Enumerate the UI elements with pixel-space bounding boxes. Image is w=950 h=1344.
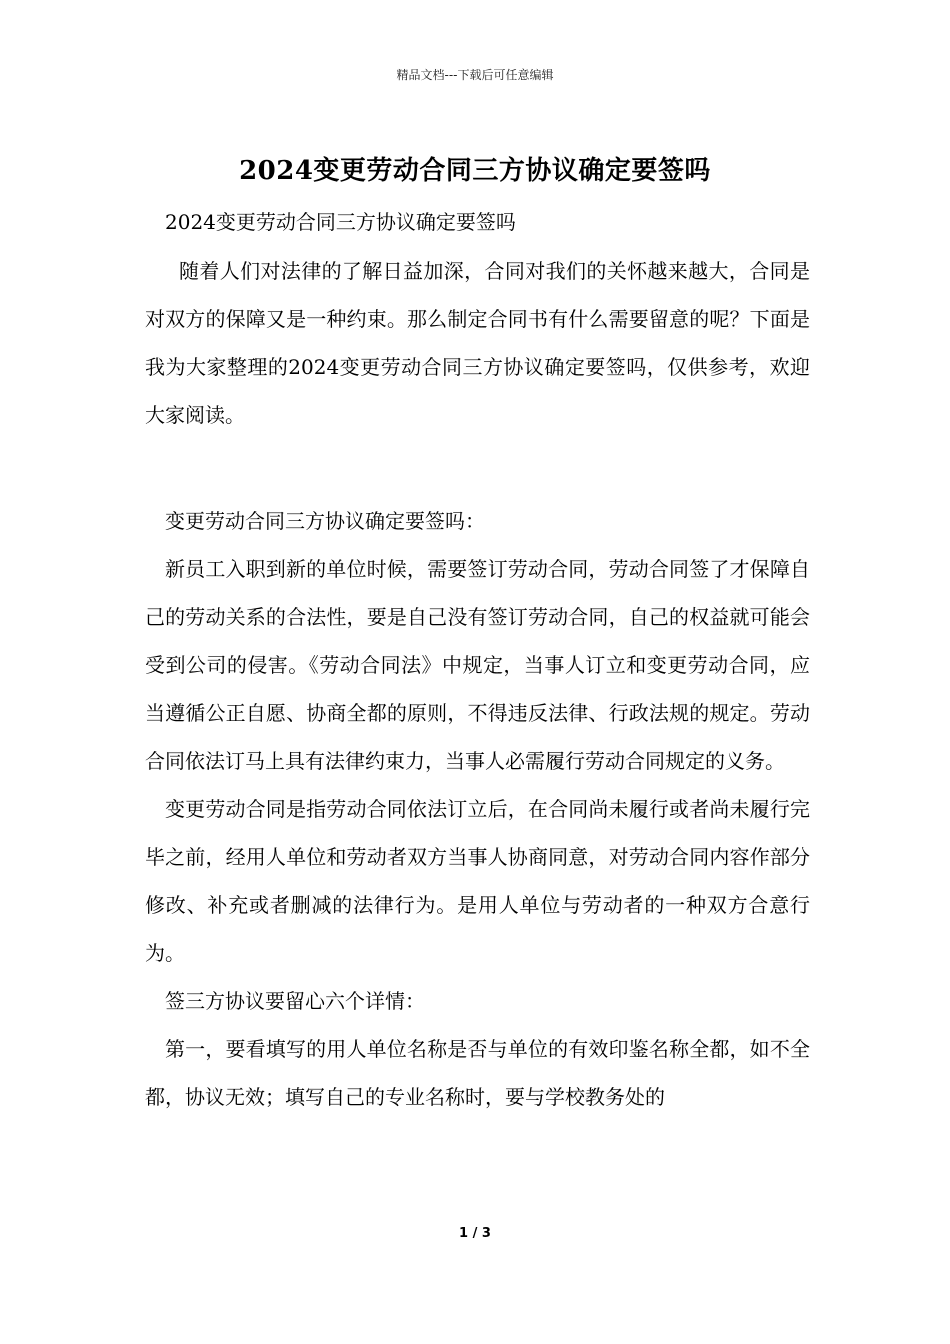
body-paragraph-1: 新员工入职到新的单位时候，需要签订劳动合同，劳动合同签了才保障自己的劳动关系的合法性，要是自己没有签订劳动合同，自己的权益就可能会受到公司的侵害。《劳动合同法》中规定，当事人订立和变更劳动合同，应当遵循公正自愿、协商全都的原则，不得违反法律、行政法规的规定。劳动合同依法订马上具有法律约束力，当事人必需履行劳动合同规定的义务。 (145, 557, 810, 773)
document-title: 2024变更劳动合同三方协议确定要签吗 (239, 156, 711, 186)
section-heading: 变更劳动合同三方协议确定要签吗： (165, 509, 485, 533)
body-paragraph-2: 变更劳动合同是指劳动合同依法订立后，在合同尚未履行或者尚未履行完毕之前，经用人单位和劳动者双方当事人协商同意，对劳动合同内容作部分修改、补充或者删减的法律行为。是用人单位与劳动者的一种双方合意行为。 (145, 797, 810, 965)
body-paragraph-3: 第一，要看填写的用人单位名称是否与单位的有效印鉴名称全都，如不全都，协议无效；填写自己的专业名称时，要与学校教务处的 (145, 1037, 810, 1109)
page-header: 精品文档---下载后可任意编辑 (396, 68, 554, 82)
intro-container (145, 247, 810, 439)
intro-paragraph: 随着人们对法律的了解日益加深，合同对我们的关怀越来越大，合同是对双方的保障又是一种约束。那么制定合同书有什么需要留意的呢？下面是我为大家整理的2024变更劳动合同三方协议确定要签吗，仅供参考，欢迎大家阅读。 (145, 259, 810, 427)
list-heading: 签三方协议要留心六个详情： (165, 989, 425, 1013)
document-subtitle: 2024变更劳动合同三方协议确定要签吗 (165, 210, 516, 234)
page-indicator: 1 / 3 (459, 1226, 491, 1241)
main-content (145, 497, 810, 1121)
document-subtitle-container (145, 198, 810, 246)
